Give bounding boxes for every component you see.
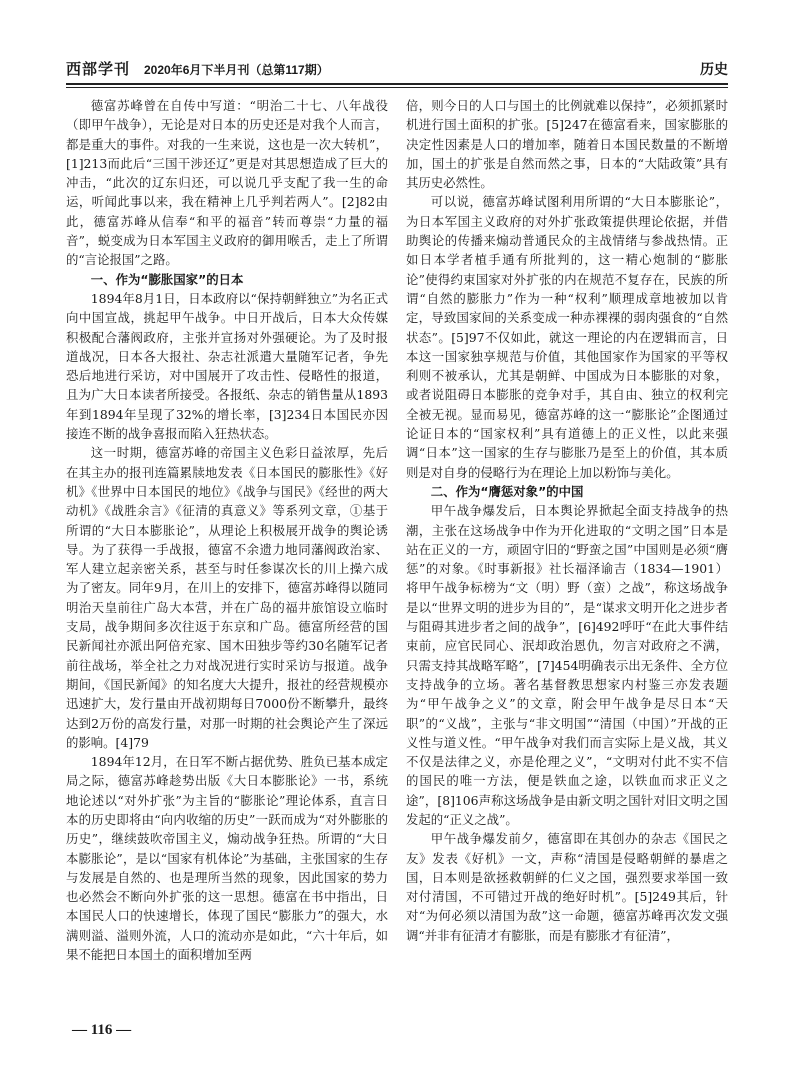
paragraph: 倍，则今日的人口与国土的比例就难以保持”，必须抓紧时机进行国土面积的扩张。[5]247在德富看来，国家膨胀的决定性因素是人口的增加率，随着日本国民数量的不断增加，国土的扩张是自然而然之事，日本的“大陆政策”具有其历史必然性。: [406, 98, 728, 191]
issue-info: 2020年6月下半月刊（总第117期）: [144, 63, 329, 77]
paragraph: 1894年12月，在日军不断占据优势、胜负已基本成定局之际，德富苏峰趁势出版《大日本膨胀论》一书，系统地论述以“对外扩张”为主旨的“膨胀论”理论体系，直言日本的历史即将由“向内收缩的历史”一跃而成为“对外膨胀的历史”，继续鼓吹帝国主义，煽动战争狂热。所谓的“大日本膨胀论”，是以“国家有机体论”为基础，主张国家的生存与发展是自然的、也是理所当然的现象，因此国家的势力也必然会不断向外扩张的这一思想。德富在书中指出，日本国民人口的快速增长，体现了国民“膨胀力”的强大，水满则溢、溢则外流，人口的流动亦是如此，“六十年后，如果不能把日本国土的面积增加至两: [66, 754, 388, 963]
paragraph: 德富苏峰曾在自传中写道：“明治二十七、八年战役（即甲午战争），无论是对日本的历史还是对我个人而言，都是重大的事件。对我的一生来说，这也是一次大转机”，[1]213而此后“三国干涉还辽”更是对其思想造成了巨大的冲击，“此次的辽东归还，可以说几乎支配了我一生的命运，听闻此事以来，我在精神上几乎判若两人”。[2]82由此，德富苏峰从信奉“和平的福音”转而尊崇“力量的福音”，蜕变成为日本军国主义政府的御用喉舌，走上了所谓的“言论报国”之路。: [66, 98, 388, 268]
header-rule-thick: [66, 83, 728, 85]
page-number: — 116 —: [72, 1022, 132, 1038]
paragraph: 甲午战争爆发后，日本舆论界掀起全面支持战争的热潮，主张在这场战争中作为开化进取的“文明之国”日本是站在正义的一方，顽固守旧的“野蛮之国”中国则是必须“膺惩”的对象。《时事新报》社长福泽谕吉（1834—1901）将甲午战争标榜为“文（明）野（蛮）之战”，称这场战争是以“世界文明的进步为目的”，是“谋求文明开化之进步者与阻碍其进步者之间的战争”，[6]492呼吁“在此大事件结束前，应官民同心、泯却政治恩仇，勿言对政府之不满，只需支持其战略军略”，[7]454明确表示出无条件、全方位支持战争的立场。著名基督教思想家内村鉴三亦发表题为“甲午战争之义”的文章，附会甲午战争是尽日本“天职”的“义战”，主张与“非文明国”“清国（中国）”开战的正义性与道义性。“甲午战争对我们而言实际上是义战，其义不仅是法律之义，亦是伦理之义”，“文明对付此不实不信的国民的唯一方法，便是铁血之途，以铁血而求正义之途”，[8]106声称这场战争是由新文明之国针对旧文明之国发起的“正义之战”。: [406, 503, 728, 827]
journal-logo: 西部学刊: [66, 60, 131, 78]
section-label: 历史: [700, 62, 728, 78]
header-rule-thin: [66, 87, 728, 88]
section-heading: 一、作为“膨胀国家”的日本: [90, 271, 244, 287]
paragraph: 1894年8月1日，日本政府以“保持朝鲜独立”为名正式向中国宣战，挑起甲午战争。中日开战后，日本大众传媒积极配合藩阀政府，主张并宣扬对外强硬论。为了及时报道战况，日本各大报社、杂志社派遣大量随军记者，争先恐后地进行采访，对中国展开了攻击性、侵略性的报道，且为广大日本读者所接受。各报纸、杂志的销售量从1893年到1894年呈现了32%的增长率，[3]234日本国民亦因接连不断的战争喜报而陷入狂热状态。: [66, 290, 388, 442]
section-heading: 二、作为“膺惩对象”的中国: [430, 483, 584, 499]
left-column: [66, 96, 388, 964]
paragraph: 甲午战争爆发前夕，德富即在其创办的杂志《国民之友》发表《好机》一文，声称“清国是侵略朝鲜的暴虐之国，日本则是欲拯救朝鲜的仁义之国，强烈要求举国一致对付清国，不可错过开战的绝好时机”。[5]249其后，针对“为何必须以清国为敌”这一命题，德富苏峰再次发文强调“并非有征清才有膨胀，而是有膨胀才有征清”，: [406, 831, 728, 943]
running-header: [66, 56, 728, 82]
right-column: [406, 96, 728, 945]
paragraph: 可以说，德富苏峰试图利用所谓的“大日本膨胀论”，为日本军国主义政府的对外扩张政策提供理论依据，并借助舆论的传播来煽动普通民众的主战情绪与参战热情。正如日本学者植手通有所批判的，这一精心炮制的“膨胀论”使得约束国家对外扩张的内在规范不复存在，民族的所谓“自然的膨胀力”作为一种“权利”顺理成章地被加以肯定，导致国家间的关系变成一种赤裸裸的弱肉强食的“自然状态”。[5]97不仅如此，就这一理论的内在逻辑而言，日本这一国家独享规范与价值，其他国家作为国家的平等权利则不被承认，尤其是朝鲜、中国成为日本膨胀的对象，或者说阻碍日本膨胀的竞争对手，其自由、独立的权利完全被无视。显而易见，德富苏峰的这一“膨胀论”企图通过论证日本的“国家权利”具有道德上的正义性，以此来强调“日本”这一国家的生存与膨胀乃是至上的价值，其本质则是对自身的侵略行为在理论上加以粉饰与美化。: [406, 194, 728, 480]
paragraph: 这一时期，德富苏峰的帝国主义色彩日益浓厚，先后在其主办的报刊连篇累牍地发表《日本国民的膨胀性》《好机》《世界中日本国民的地位》《战争与国民》《经世的两大动机》《战胜余言》《征清的真意义》等系列文章，①基于所谓的“大日本膨胀论”，从理论上积极展开战争的舆论诱导。为了获得一手战报，德富不余遗力地同藩阀政治家、军人建立起亲密关系，甚至与时任参谋次长的川上操六成为了密友。同年9月，在川上的安排下，德富苏峰得以随同明治天皇前往广岛大本营，并在广岛的福井旅馆设立临时支局，战争期间多次往返于东京和广岛。德富所经营的国民新闻社亦派出阿倍充家、国木田独步等约30名随军记者前往战场，举全社之力对战况进行实时采访与报道。战争期间，《国民新闻》的知名度大大提升，报社的经营规模亦迅速扩大，发行量由开战初期每日7000份不断攀升，最终达到2万份的高发行量，对那一时期的社会舆论产生了深远的影响。[4]79: [66, 445, 388, 750]
